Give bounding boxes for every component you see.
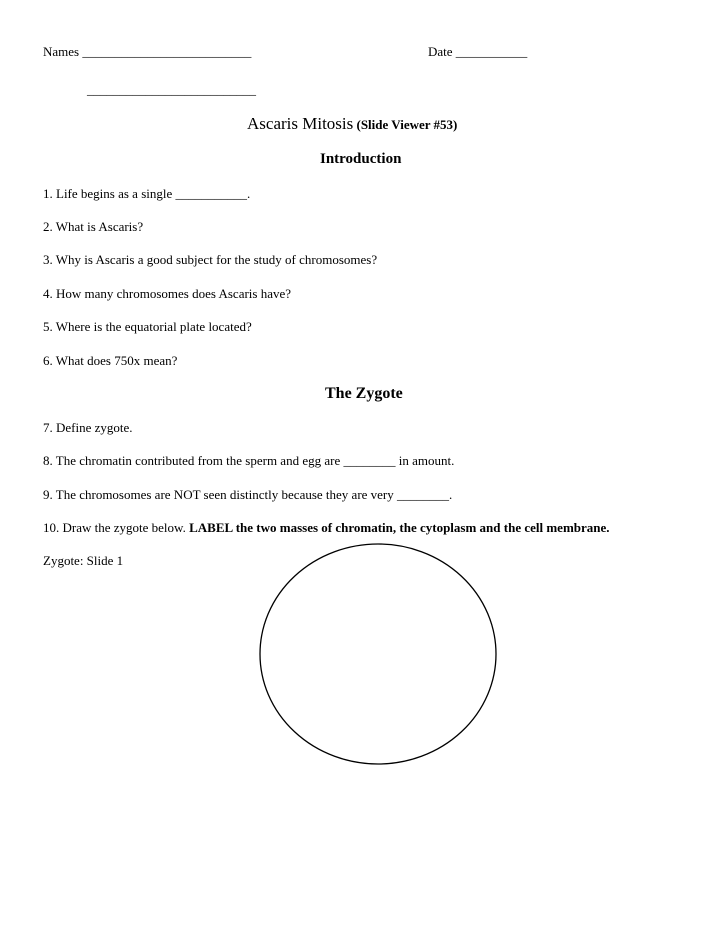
names-field-line-2[interactable]: __________________________: [87, 82, 256, 97]
question-7: 7. Define zygote.: [43, 420, 133, 435]
question-9: 9. The chromosomes are NOT seen distinctly because they are very ________.: [43, 487, 453, 502]
zygote-heading: The Zygote: [325, 385, 403, 402]
title-main: Ascaris Mitosis: [247, 114, 354, 133]
date-field[interactable]: Date ___________: [428, 44, 528, 59]
question-2: 2. What is Ascaris?: [43, 219, 144, 234]
names-field-line-1[interactable]: Names __________________________: [43, 44, 252, 59]
question-1: 1. Life begins as a single ___________.: [43, 186, 251, 201]
introduction-heading: Introduction: [320, 151, 402, 167]
question-10-prefix: 10. Draw the zygote below.: [43, 520, 186, 535]
question-10-instruction: LABEL the two masses of chromatin, the cytoplasm and the cell membrane.: [189, 520, 610, 535]
question-4: 4. How many chromosomes does Ascaris have?: [43, 286, 292, 301]
question-8: 8. The chromatin contributed from the sperm and egg are ________ in amount.: [43, 453, 455, 468]
question-3: 3. Why is Ascaris a good subject for the study of chromosomes?: [43, 252, 378, 267]
question-5: 5. Where is the equatorial plate located?: [43, 319, 252, 334]
zygote-slide-label: Zygote: Slide 1: [43, 553, 124, 568]
question-6: 6. What does 750x mean?: [43, 353, 178, 368]
title-sub: (Slide Viewer #53): [356, 117, 458, 132]
zygote-circle: [260, 544, 496, 764]
